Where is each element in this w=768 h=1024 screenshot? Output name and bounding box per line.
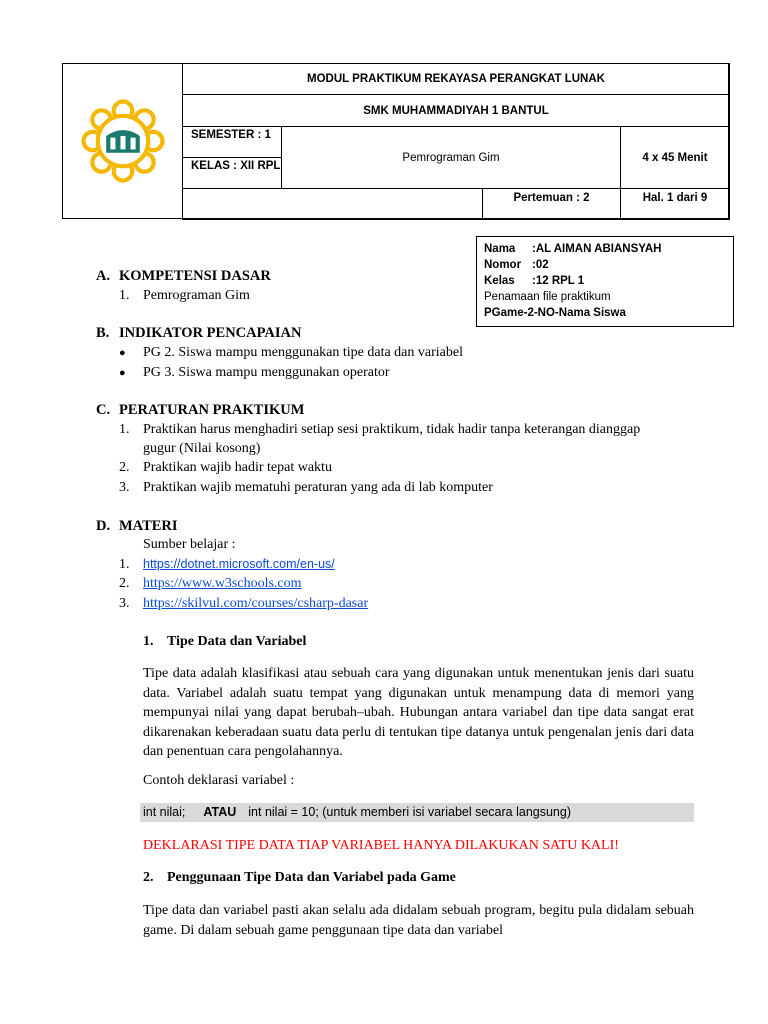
warning-text: DEKLARASI TIPE DATA TIAP VARIABEL HANYA DILAKUKAN SATU KALI! bbox=[143, 838, 619, 853]
link-dotnet[interactable]: https://dotnet.microsoft.com/en-us/ bbox=[143, 557, 335, 571]
school-logo bbox=[62, 63, 183, 219]
meeting-number: Pertemuan : 2 bbox=[482, 188, 621, 220]
module-title: MODUL PRAKTIKUM REKAYASA PERANGKAT LUNAK bbox=[182, 63, 730, 95]
section-b-heading: B. INDIKATOR PENCAPAIAN bbox=[96, 325, 302, 341]
list-item: 1. https://dotnet.microsoft.com/en-us/ bbox=[119, 557, 335, 572]
subject-name: Pemrograman Gim bbox=[281, 126, 621, 189]
duration: 4 x 45 Menit bbox=[620, 126, 730, 189]
bullet-icon: ● bbox=[119, 367, 126, 379]
list-item: gugur (Nilai kosong) bbox=[143, 441, 261, 456]
list-item: ● PG 3. Siswa mampu menggunakan operator bbox=[119, 365, 390, 380]
link-w3schools[interactable]: https://www.w3schools.com bbox=[143, 576, 302, 591]
muhammadiyah-logo-icon bbox=[81, 99, 165, 183]
list-item: ● PG 2. Siswa mampu menggunakan tipe data dan variabel bbox=[119, 345, 463, 360]
page-number: Hal. 1 dari 9 bbox=[620, 188, 730, 220]
section-c-heading: C. PERATURAN PRAKTIKUM bbox=[96, 402, 305, 418]
list-item: 1. Praktikan harus menghadiri setiap sesi praktikum, tidak hadir tanpa keterangan dianggap bbox=[119, 422, 641, 437]
semester-label: SEMESTER : 1 bbox=[182, 126, 282, 158]
file-naming-note: Penamaan file praktikum bbox=[484, 291, 611, 303]
kelas-label: KELAS : XII RPL bbox=[182, 157, 282, 189]
paragraph-tipe-data: Tipe data adalah klasifikasi atau sebuah cara yang digunakan untuk menentukan jenis dari suatu data. Variabel adalah suatu tempat yang digunakan untuk menampung data di memori yang mempunyai nilai yang dapat berubah–ubah. Hubungan antara variabel dan tipe data sangat erat dikarenakan keberadaan suatu data perlu di tentukan tipe datanya untuk pengenalan jenis dari data dan penentuan cara pengolahannya. bbox=[143, 666, 694, 759]
subsection-1-heading: 1. Tipe Data dan Variabel bbox=[143, 634, 307, 649]
link-skilvul[interactable]: https://skilvul.com/courses/csharp-dasar bbox=[143, 596, 369, 611]
code-example: int nilai; ATAU int nilai = 10; (untuk memberi isi variabel secara langsung) bbox=[140, 803, 694, 822]
section-a-heading: A. KOMPETENSI DASAR bbox=[96, 268, 271, 284]
school-name: SMK MUHAMMADIYAH 1 BANTUL bbox=[182, 94, 730, 127]
list-item: 1. Pemrograman Gim bbox=[119, 288, 250, 303]
list-item: 2. Praktikan wajib hadir tepat waktu bbox=[119, 460, 332, 475]
module-header-table bbox=[62, 63, 729, 219]
section-d-heading: D. MATERI bbox=[96, 518, 178, 534]
student-info-box bbox=[476, 236, 734, 327]
bullet-icon: ● bbox=[119, 347, 126, 359]
file-naming-format: PGame-2-NO-Nama Siswa bbox=[484, 307, 626, 319]
example-label: Contoh deklarasi variabel : bbox=[143, 773, 295, 788]
paragraph-game-usage: Tipe data dan variabel pasti akan selalu ada didalam sebuah program, begitu pula didalam sebuah game. Di dalam sebuah game penggunaan tipe data dan variabel bbox=[143, 903, 694, 938]
source-label: Sumber belajar : bbox=[143, 537, 236, 552]
student-number-row: Nomor :02 bbox=[484, 259, 549, 271]
student-name-row: Nama :AL AIMAN ABIANSYAH bbox=[484, 243, 662, 255]
list-item: 3. Praktikan wajib mematuhi peraturan yang ada di lab komputer bbox=[119, 480, 493, 495]
list-item: 2. https://www.w3schools.com bbox=[119, 576, 302, 591]
empty-cell bbox=[182, 188, 483, 220]
subsection-2-heading: 2. Penggunaan Tipe Data dan Variabel pada Game bbox=[143, 870, 456, 885]
list-item: 3. https://skilvul.com/courses/csharp-dasar bbox=[119, 596, 369, 611]
student-class-row: Kelas :12 RPL 1 bbox=[484, 275, 585, 287]
